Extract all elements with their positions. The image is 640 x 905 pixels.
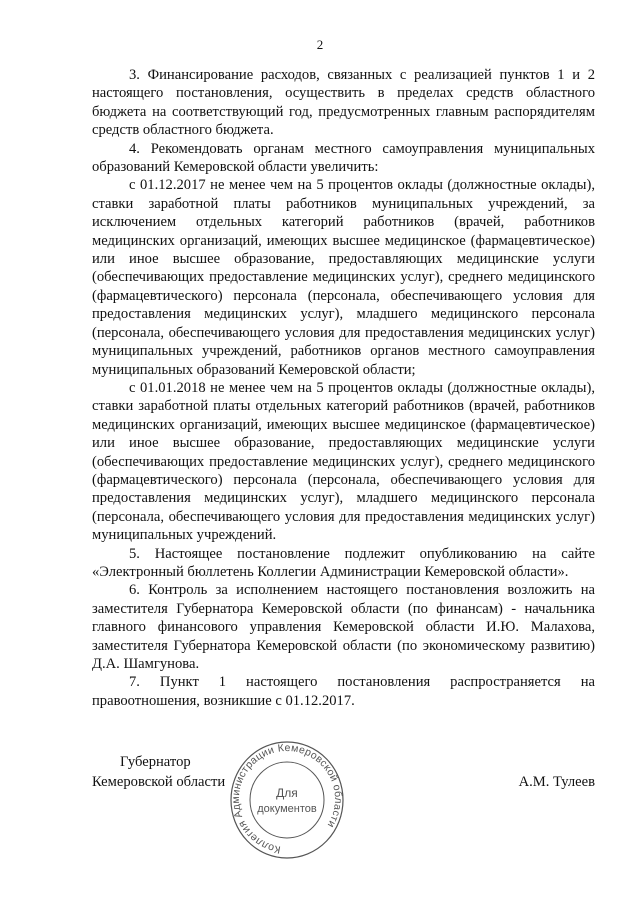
paragraph-3: 3. Финансирование расходов, связанных с реализацией пунктов 1 и 2 настоящего постановления, осуществить в пределах средств областного бюджета на соответствующий год, предусмотренных главным распорядителям средств областного бюджета. xyxy=(92,67,595,139)
svg-text:Коллегия Администрации Кемеров: Коллегия Администрации Кемеровской области xyxy=(229,741,345,856)
paragraph-4-item-2: с 01.01.2018 не менее чем на 5 процентов оклады (должностные оклады), ставки заработной платы отдельных категорий работников (врачей, работников медицинских организаций, имеющих высшее медицинское (фармацевтическое) или иное высшее образование, предоставляющих медицинские услуги (обеспечивающих предоставление медицинских услуг), среднего медицинского (фармацевтического) персонала (персонала, обеспечивающего условия для предоставления медицинских услуг), младшего медицинского персонала (персонала, обеспечивающего условия для предоставления медицинских услуг) муниципальных учреждений. xyxy=(92,379,595,544)
paragraph-5: 5. Настоящее постановление подлежит опубликованию на сайте «Электронный бюллетень Коллегии Администрации Кемеровской области». xyxy=(92,545,595,580)
document-body xyxy=(92,66,595,710)
paragraph-4-item-1: с 01.12.2017 не менее чем на 5 процентов оклады (должностные оклады), ставки заработной платы работников муниципальных учреждений, за исключением отдельных категорий работников (врачей, работников медицинских организаций, имеющих высшее медицинское (фармацевтическое) или иное высшее образование, предоставляющих медицинские услуги (обеспечивающих предоставление медицинских услуг), среднего медицинского (фармацевтического) персонала (персонала, обеспечивающего условия для предоставления медицинских услуг), младшего медицинского персонала (персонала, обеспечивающего условия для предоставления медицинских услуг) муниципальных учреждений, работников органов местного самоуправления муниципальных образований Кемеровской области; xyxy=(92,177,595,378)
signatory-name: А.М. Тулеев xyxy=(518,774,595,790)
official-seal-stamp xyxy=(228,740,346,865)
svg-text:документов: документов xyxy=(257,803,317,815)
paragraph-4: 4. Рекомендовать органам местного самоуправления муниципальных образований Кемеровской области увеличить: xyxy=(92,140,595,176)
signatory-title-line1: Губернатор xyxy=(120,754,191,770)
signature-block xyxy=(0,740,640,890)
paragraph-6: 6. Контроль за исполнением настоящего постановления возложить на заместителя Губернатора Кемеровской области (по финансам) - начальника главного финансового управления Кемеровской области И.Ю. Малахова, заместителя Губернатора Кемеровской области (по экономическому развитию) Д.А. Шамгунова. xyxy=(92,582,595,672)
paragraph-7: 7. Пункт 1 настоящего постановления распространяется на правоотношения, возникшие с 01.12.2017. xyxy=(92,674,595,709)
page-number: 2 xyxy=(316,37,324,52)
signatory-title-line2: Кемеровской области xyxy=(92,774,226,790)
svg-text:Для: Для xyxy=(276,786,298,800)
